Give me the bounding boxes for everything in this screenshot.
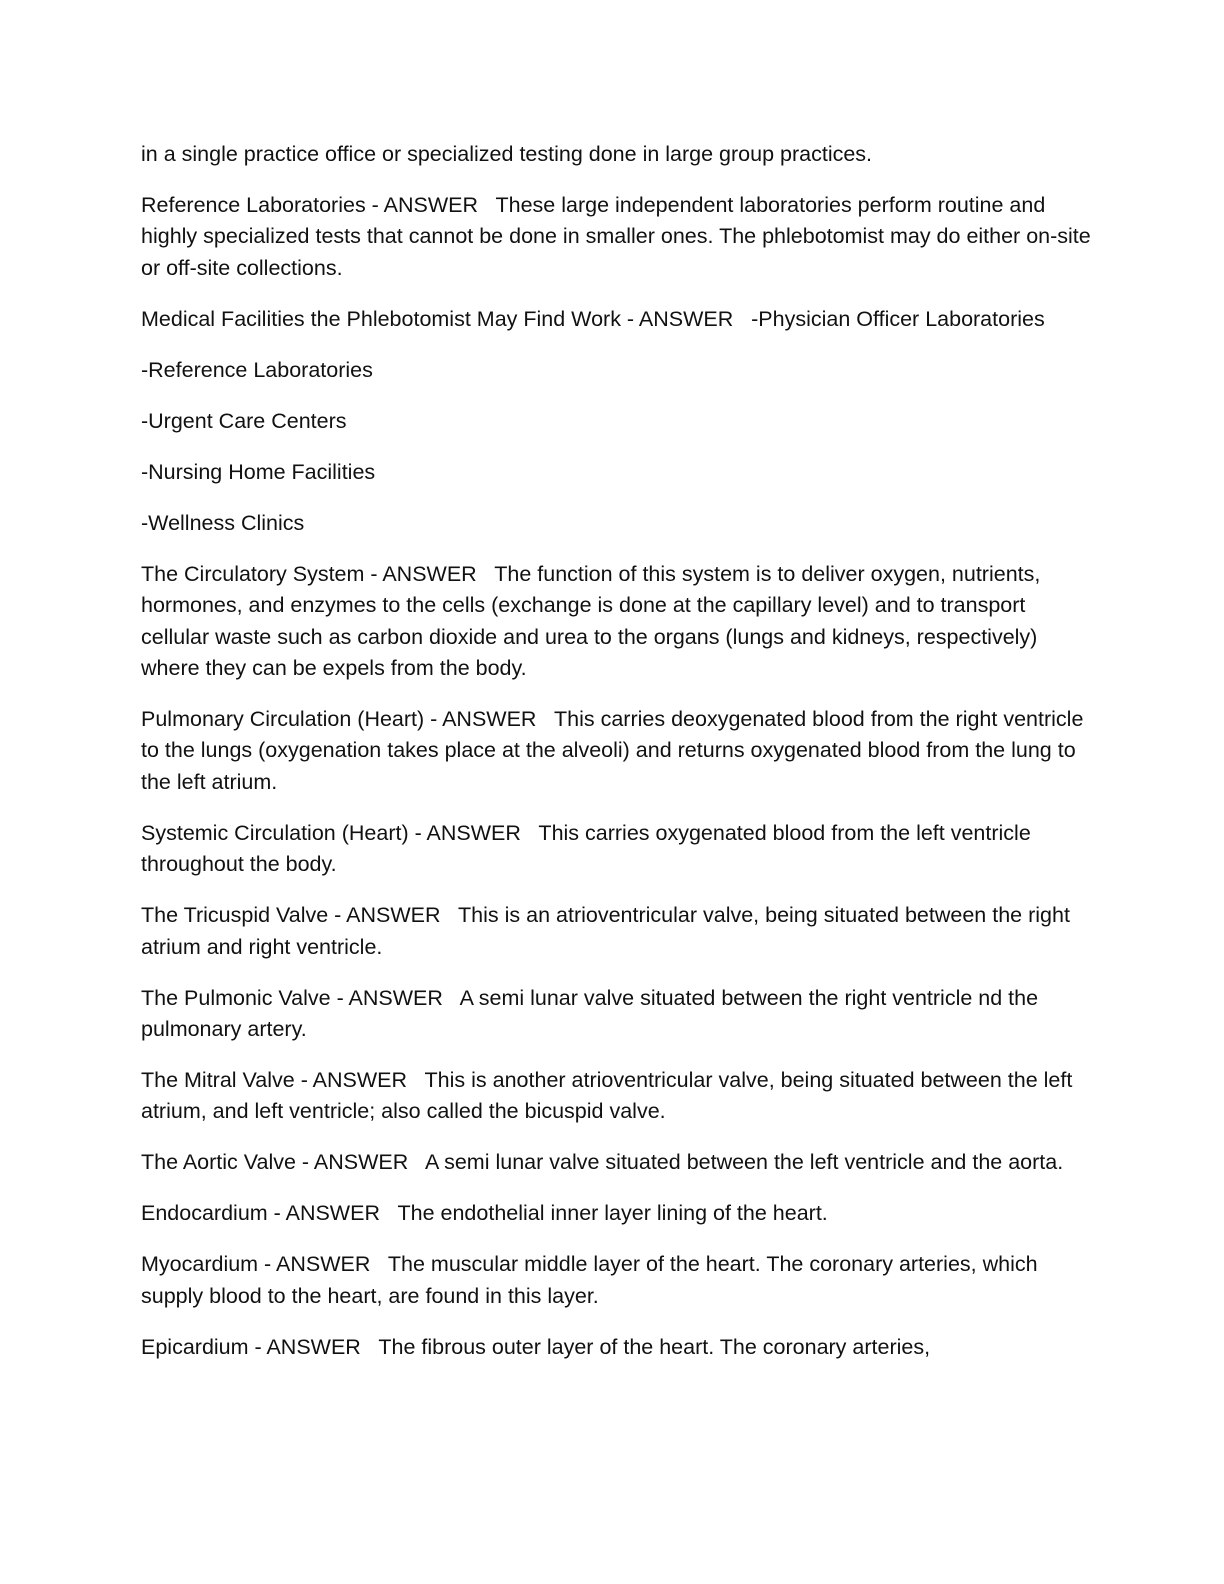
paragraph-medical-facilities: Medical Facilities the Phlebotomist May Find Work - ANSWER -Physician Officer Laboratories <box>141 306 1045 331</box>
list-item-urgent-care-centers: -Urgent Care Centers <box>141 408 347 433</box>
paragraph-systemic-circulation: Systemic Circulation (Heart) - ANSWER This carries oxygenated blood from the left ventricle throughout the body. <box>141 820 1037 877</box>
paragraph-endocardium: Endocardium - ANSWER The endothelial inner layer lining of the heart. <box>141 1201 828 1226</box>
paragraph-continuation: in a single practice office or specialized testing done in large group practices. <box>141 142 873 166</box>
paragraph-pulmonic-valve: The Pulmonic Valve - ANSWER A semi lunar valve situated between the right ventricle nd the pulmonary artery. <box>141 985 1045 1042</box>
list-item-reference-laboratories: -Reference Laboratories <box>141 357 373 382</box>
paragraph-circulatory-system: The Circulatory System - ANSWER The function of this system is to deliver oxygen, nutrients, hormones, and enzymes to the cells (exchange is done at the capillary level) and to transport cellular waste such as carbon dioxide and urea to the organs (lungs and kidneys, respectively) where they can be expels from the body. <box>141 561 1047 681</box>
paragraph-pulmonary-circulation: Pulmonary Circulation (Heart) - ANSWER This carries deoxygenated blood from the right ventricle to the lungs (oxygenation takes place at the alveoli) and returns oxygenated blood from the lung to the left atrium. <box>141 707 1090 794</box>
paragraph-epicardium: Epicardium - ANSWER The fibrous outer layer of the heart. The coronary arteries, <box>141 1334 931 1359</box>
paragraph-aortic-valve: The Aortic Valve - ANSWER A semi lunar valve situated between the left ventricle and the aorta. <box>141 1150 1064 1175</box>
paragraph-reference-laboratories: Reference Laboratories - ANSWER These large independent laboratories perform routine and highly specialized tests that cannot be done in smaller ones. The phlebotomist may do either on-site or off-site collections. <box>141 193 1097 280</box>
list-item-nursing-home-facilities: -Nursing Home Facilities <box>141 459 376 484</box>
paragraph-mitral-valve: The Mitral Valve - ANSWER This is another atrioventricular valve, being situated between the left atrium, and left ventricle; also called the bicuspid valve. <box>141 1068 1079 1124</box>
list-item-wellness-clinics: -Wellness Clinics <box>141 510 305 535</box>
paragraph-myocardium: Myocardium - ANSWER The muscular middle layer of the heart. The coronary arteries, which supply blood to the heart, are found in this layer. <box>141 1252 1044 1308</box>
paragraph-tricuspid-valve: The Tricuspid Valve - ANSWER This is an atrioventricular valve, being situated between the right atrium and right ventricle. <box>141 903 1076 959</box>
document-body <box>141 139 1097 1383</box>
